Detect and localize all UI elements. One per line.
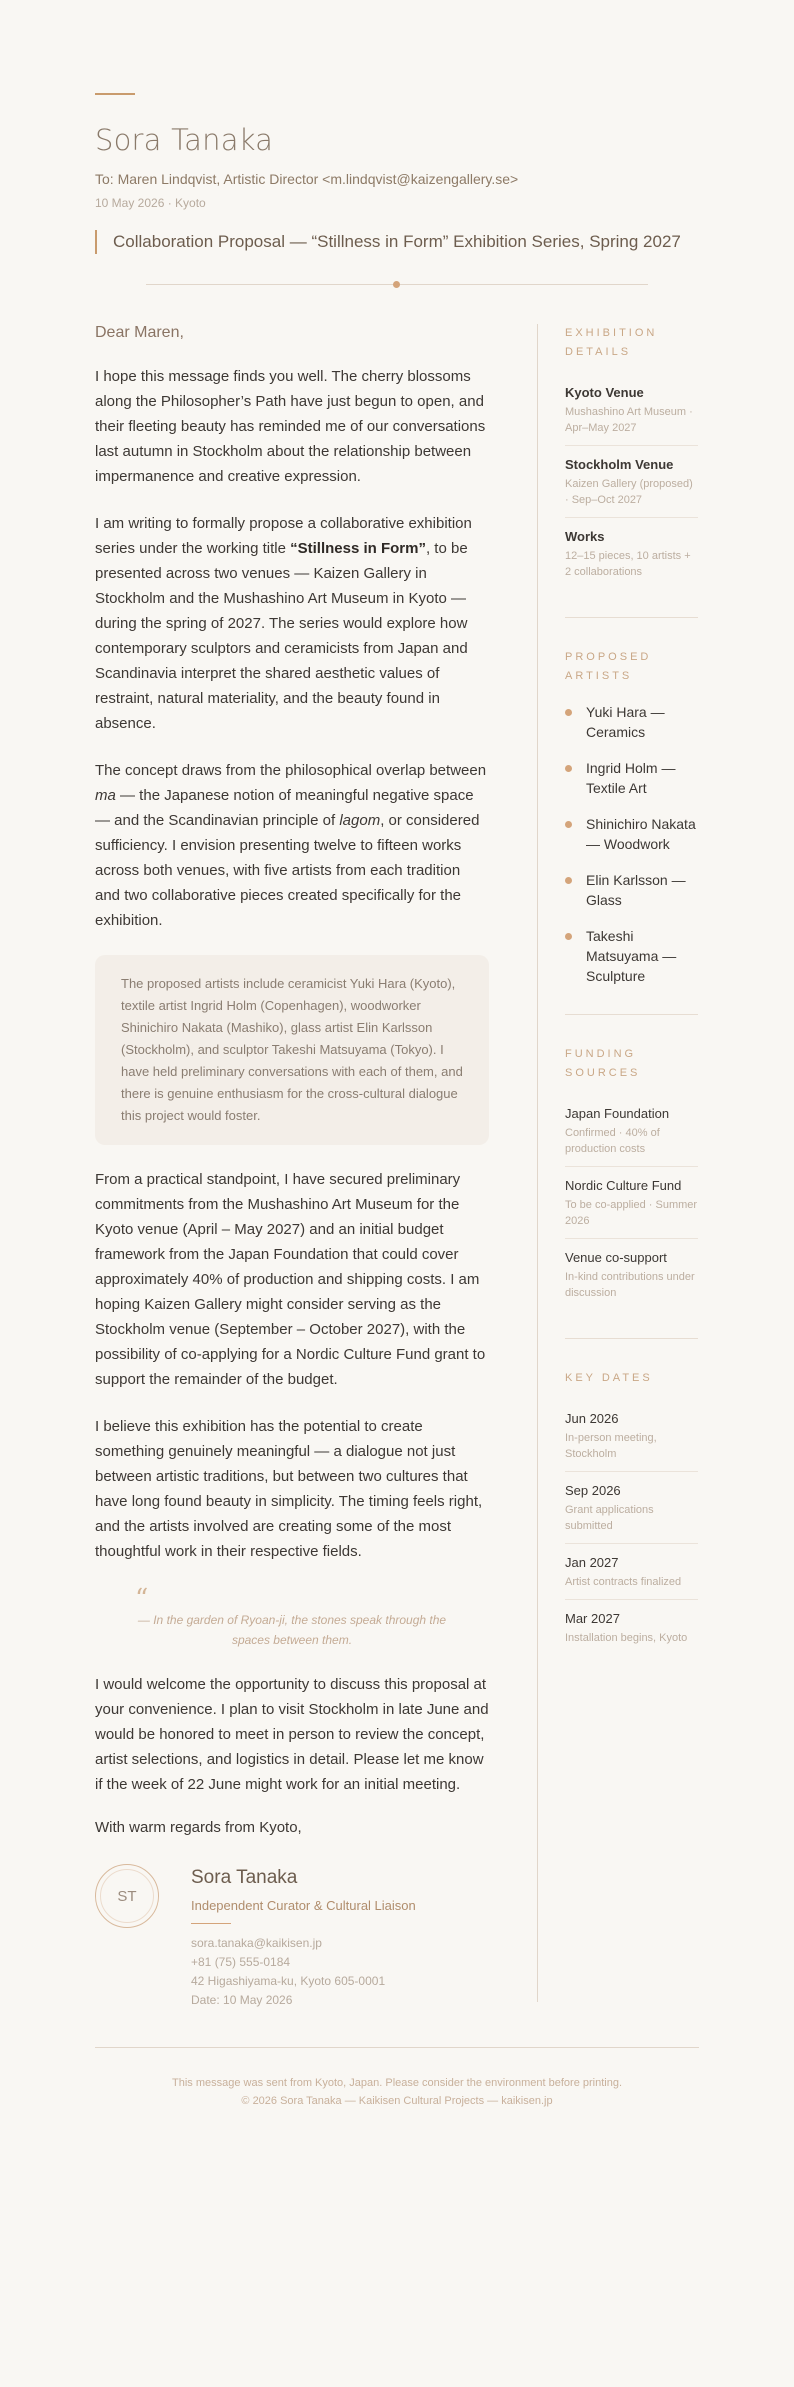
footer-copyright: © 2026 Sora Tanaka — Kaikisen Cultural Projects — kaikisen.jp	[241, 2095, 553, 2107]
paragraph-3-part-c: , or considered sufficiency. I envision presenting twelve to fifteen works across both venues, with five artists from each tradition and two collaborative pieces created specifically for the exhibition.	[95, 812, 480, 929]
exhibition-details-heading: EXHIBITION DETAILS	[565, 327, 658, 358]
proposed-artists-heading: PROPOSED ARTISTS	[565, 651, 652, 682]
sidebar-separator	[565, 1338, 698, 1339]
content-area	[95, 324, 699, 2010]
artist-item	[565, 870, 698, 910]
funding-item-desc: In-kind contributions under discussion	[565, 1271, 695, 1299]
date-item	[565, 1600, 698, 1655]
funding-item-title: Nordic Culture Fund	[565, 1178, 682, 1193]
date-item-desc: Grant applications submitted	[565, 1504, 654, 1532]
date-item-desc: In-person meeting, Stockholm	[565, 1432, 657, 1460]
date-item-title: Mar 2027	[565, 1611, 620, 1626]
exhibition-details-section	[565, 324, 698, 589]
quote-mark-icon: “	[135, 1584, 149, 1614]
artist-item	[565, 758, 698, 798]
paragraph-3-part-a: The concept draws from the philosophical overlap between	[95, 762, 487, 779]
paragraph-2-part-b: , to be presented across two venues — Kaizen Gallery in Stockholm and the Mushashino Art Museum in Kyoto — during the spring of 2027. The series would explore how contemporary sculptors and ceramicists from Japan and Scandinavia interpret the shared aesthetic values of restraint, natural materiality, and the beauty found in absence.	[95, 540, 468, 732]
bullet-dot-icon	[565, 765, 572, 772]
signature-date: Date: 10 May 2026	[191, 1993, 293, 2007]
paragraph-4: From a practical standpoint, I have secured preliminary commitments from the Mushashino Art Museum for the Kyoto venue (April – May 2027) and an initial budget framework from the Japan Foundation that could cover approximately 40% of production and shipping costs. I am hoping Kaizen Gallery might consider serving as the Stockholm venue (September – October 2027), with the possibility of co-applying for a Nordic Culture Fund grant to support the remainder of the budget.	[95, 1171, 486, 1388]
artists-callout: The proposed artists include ceramicist Yuki Hara (Kyoto), textile artist Ingrid Holm (Copenhagen), woodworker Shinichiro Nakata (Mashiko), glass artist Elin Karlsson (Stockholm), and sculptor Takeshi Matsuyama (Tokyo). I have held preliminary conversations with each of them, and there is genuine enthusiasm for the cross-cultural dialogue this project would foster.	[95, 955, 489, 1145]
exhibition-item	[565, 374, 698, 446]
paragraph-6: I would welcome the opportunity to discuss this proposal at your convenience. I plan to visit Stockholm in late June and would be honored to meet in person to review the concept, artist selections, and logistics in detail. Please let me know if the week of 22 June might work for an initial meeting.	[95, 1676, 489, 1793]
signature-details	[191, 1864, 416, 2010]
monogram-seal	[95, 1864, 159, 1928]
signature-address: 42 Higashiyama-ku, Kyoto 605-0001	[191, 1974, 386, 1988]
artist-item	[565, 814, 698, 854]
paragraph-1: I hope this message finds you well. The cherry blossoms along the Philosopher’s Path have just begun to open, and their fleeting beauty has reminded me of our conversations last autumn in Stockholm about the relationship between impermanence and creative expression.	[95, 368, 486, 485]
top-accent-rule	[95, 93, 135, 95]
exhibition-item-title: Kyoto Venue	[565, 385, 644, 400]
funding-item-desc: To be co-applied · Summer 2026	[565, 1199, 698, 1227]
footer	[95, 2047, 699, 2110]
letter-page	[0, 93, 794, 2110]
sign-off: With warm regards from Kyoto,	[95, 1819, 302, 1836]
exhibition-item-desc: 12–15 pieces, 10 artists + 2 collaborations	[565, 550, 691, 578]
funding-sources-section	[565, 1045, 698, 1310]
divider-dot	[393, 281, 400, 288]
funding-sources-heading: FUNDING SOURCES	[565, 1048, 641, 1079]
funding-item	[565, 1167, 698, 1239]
header-divider	[146, 284, 648, 285]
footer-note: This message was sent from Kyoto, Japan. Please consider the environment before printing.	[171, 2077, 622, 2089]
artist-name: Takeshi Matsuyama — Sculpture	[586, 928, 677, 984]
funding-item-title: Venue co-support	[565, 1250, 667, 1265]
sidebar	[565, 324, 698, 2010]
exhibition-item-title: Works	[565, 529, 605, 544]
funding-item-title: Japan Foundation	[565, 1106, 670, 1121]
key-dates-section	[565, 1369, 698, 1655]
sender-name: Sora Tanaka	[95, 123, 274, 157]
funding-item	[565, 1239, 698, 1310]
artist-name: Ingrid Holm — Textile Art	[586, 760, 676, 796]
letter-body	[95, 324, 489, 2010]
quote-text: — In the garden of Ryoan-ji, the stones speak through the spaces between them.	[137, 1613, 447, 1647]
signature-title: Independent Curator & Cultural Liaison	[191, 1898, 416, 1913]
signature-contact	[191, 1934, 416, 2010]
paragraph-5: I believe this exhibition has the potential to create something genuinely meaningful — a dialogue not just between artistic traditions, but between two cultures that have long found beauty in simplicity. The timing feels right, and the artists involved are creating some of the most thoughtful work in their respective fields.	[95, 1418, 483, 1560]
date-item	[565, 1472, 698, 1544]
exhibition-item-title: Stockholm Venue	[565, 457, 674, 472]
date-item-title: Jan 2027	[565, 1555, 619, 1570]
signature-rule	[191, 1923, 231, 1924]
subject-line: Collaboration Proposal — “Stillness in Form” Exhibition Series, Spring 2027	[95, 230, 699, 254]
date-item	[565, 1544, 698, 1600]
artist-item	[565, 702, 698, 742]
salutation: Dear Maren,	[95, 324, 184, 341]
recipient-line: To: Maren Lindqvist, Artistic Director <m.lindqvist@kaizengallery.se>	[95, 171, 519, 187]
date-item-title: Jun 2026	[565, 1411, 619, 1426]
date-location: 10 May 2026 · Kyoto	[95, 196, 206, 210]
bullet-dot-icon	[565, 877, 572, 884]
exhibition-item	[565, 446, 698, 518]
date-item-title: Sep 2026	[565, 1483, 621, 1498]
term-lagom: lagom	[339, 812, 381, 829]
artist-name: Yuki Hara — Ceramics	[586, 704, 665, 740]
bullet-dot-icon	[565, 709, 572, 716]
paragraph-2	[95, 511, 489, 736]
term-ma: ma	[95, 787, 116, 804]
funding-item-desc: Confirmed · 40% of production costs	[565, 1127, 660, 1155]
exhibition-item-desc: Mushashino Art Museum · Apr–May 2027	[565, 406, 693, 434]
paragraph-3-part-b: — the Japanese notion of meaningful negative space — and the Scandinavian principle of	[95, 787, 474, 829]
artist-name: Elin Karlsson — Glass	[586, 872, 686, 908]
signature-email[interactable]: sora.tanaka@kaikisen.jp	[191, 1936, 322, 1950]
paragraph-2-part-a: I am writing to formally propose a collaborative exhibition series under the working title	[95, 515, 472, 557]
sidebar-separator	[565, 1014, 698, 1015]
monogram-initials: ST	[100, 1869, 154, 1923]
key-dates-heading: KEY DATES	[565, 1372, 653, 1384]
pull-quote	[95, 1584, 489, 1650]
exhibition-item-desc: Kaizen Gallery (proposed) · Sep–Oct 2027	[565, 478, 693, 506]
artist-item	[565, 926, 698, 986]
paragraph-3	[95, 758, 489, 933]
bullet-dot-icon	[565, 933, 572, 940]
signature-phone: +81 (75) 555-0184	[191, 1955, 291, 1969]
exhibition-title: “Stillness in Form”	[290, 540, 426, 557]
date-item-desc: Installation begins, Kyoto	[565, 1632, 688, 1644]
date-item	[565, 1400, 698, 1472]
artist-name: Shinichiro Nakata — Woodwork	[586, 816, 696, 852]
date-item-desc: Artist contracts finalized	[565, 1576, 682, 1588]
bullet-dot-icon	[565, 821, 572, 828]
sidebar-separator	[565, 617, 698, 618]
funding-item	[565, 1095, 698, 1167]
exhibition-item	[565, 518, 698, 589]
column-divider	[537, 324, 538, 2002]
signature-block	[95, 1864, 489, 2010]
signature-name: Sora Tanaka	[191, 1867, 298, 1888]
proposed-artists-section	[565, 648, 698, 986]
